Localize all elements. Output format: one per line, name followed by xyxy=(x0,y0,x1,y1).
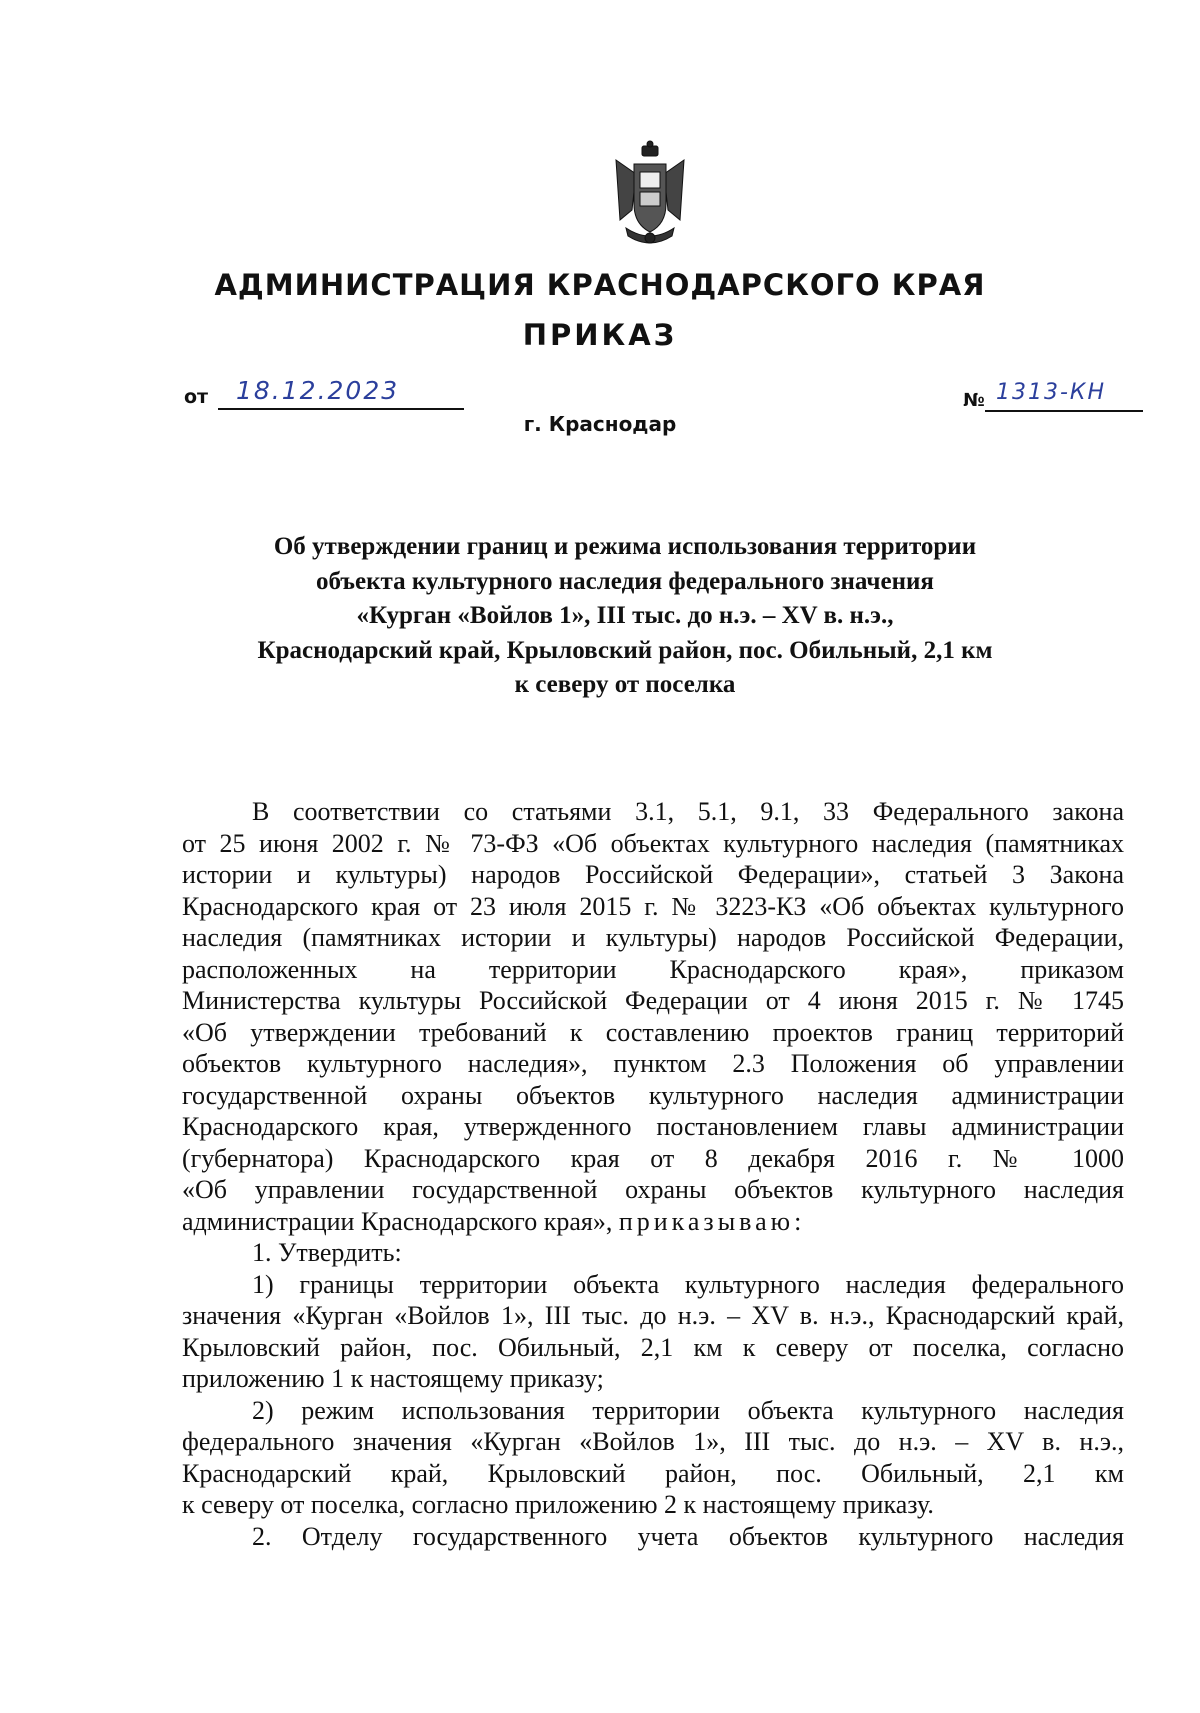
body-line: расположенных на территории Краснодарского края», приказом xyxy=(182,954,1124,984)
order-word: приказываю: xyxy=(618,1206,806,1236)
body-line: Крыловский район, пос. Обильный, 2,1 км к северу от поселка, согласно xyxy=(182,1332,1124,1362)
body-line: Краснодарского края от 23 июля 2015 г. № 3223-КЗ «Об объектах культурного xyxy=(182,891,1124,921)
body-line: федерального значения «Курган «Войлов 1», III тыс. до н.э. – XV в. н.э., xyxy=(182,1427,1124,1456)
title-line: объекта культурного наследия федерального значения xyxy=(316,567,934,595)
body-line xyxy=(182,1206,1124,1238)
title-line: Краснодарский край, Крыловский район, пос. Обильный, 2,1 км xyxy=(257,636,993,664)
title-line: Об утверждении границ и режима использования территории xyxy=(273,533,977,560)
clause-1-2: 2) режим использования территории объекта культурного наследия xyxy=(252,1395,1124,1425)
body-line: к северу от поселка, согласно приложению 2 к настоящему приказу. xyxy=(182,1490,934,1519)
body-line: объектов культурного наследия», пунктом 2.3 Положения об управлении xyxy=(182,1049,1124,1078)
body-line: значения «Курган «Войлов 1», III тыс. до н.э. – XV в. н.э., Краснодарский край, xyxy=(182,1301,1124,1330)
date-label: от xyxy=(184,386,209,408)
document-title xyxy=(180,530,1070,703)
document-body xyxy=(182,796,1124,1552)
body-line: от 25 июня 2002 г. № 73-ФЗ «Об объектах культурного наследия (памятниках xyxy=(182,828,1124,858)
body-line: истории и культуры) народов Российской Федерации», статьей 3 Закона xyxy=(182,860,1124,889)
body-line: государственной охраны объектов культурного наследия администрации xyxy=(182,1080,1124,1110)
body-line: Министерства культуры Российской Федерации от 4 июня 2015 г. № 1745 xyxy=(182,986,1124,1015)
body-line: Краснодарского края, утвержденного постановлением главы администрации xyxy=(182,1112,1124,1141)
date-underline xyxy=(218,408,464,410)
organization-name: АДМИНИСТРАЦИЯ КРАСНОДАРСКОГО КРАЯ xyxy=(214,268,986,302)
clause-1: 1. Утвердить: xyxy=(252,1238,402,1267)
body-line: наследия (памятниках истории и культуры) народов Российской Федерации, xyxy=(182,923,1124,952)
title-line: к северу от поселка xyxy=(514,671,736,698)
body-line: «Об управлении государственной охраны объектов культурного наследия xyxy=(182,1175,1124,1204)
document-number: 1313-КН xyxy=(996,380,1107,405)
body-line: Краснодарский край, Крыловский район, пос. Обильный, 2,1 км xyxy=(182,1458,1124,1488)
body-line: «Об утверждении требований к составлению проектов границ территорий xyxy=(182,1017,1124,1047)
body-line: (губернатора) Краснодарского края от 8 декабря 2016 г. № 1000 xyxy=(182,1143,1124,1173)
document-type: ПРИКАЗ xyxy=(522,318,678,352)
number-label: № xyxy=(963,390,985,411)
date-value: 18.12.2023 xyxy=(236,376,400,405)
number-underline xyxy=(985,410,1143,412)
clause-2: 2. Отделу государственного учета объектов культурного наследия xyxy=(252,1521,1124,1551)
body-line: В соответствии со статьями 3.1, 5.1, 9.1, 33 Федерального закона xyxy=(252,797,1124,826)
city: г. Краснодар xyxy=(523,412,677,436)
body-line: приложению 1 к настоящему приказу; xyxy=(182,1364,604,1393)
clause-1-1: 1) границы территории объекта культурного наследия федерального xyxy=(252,1269,1124,1299)
coat-of-arms-icon xyxy=(606,140,694,248)
body-line-text: администрации Краснодарского края», xyxy=(182,1206,613,1236)
title-line: «Курган «Войлов 1», III тыс. до н.э. – XV в. н.э., xyxy=(356,602,894,629)
